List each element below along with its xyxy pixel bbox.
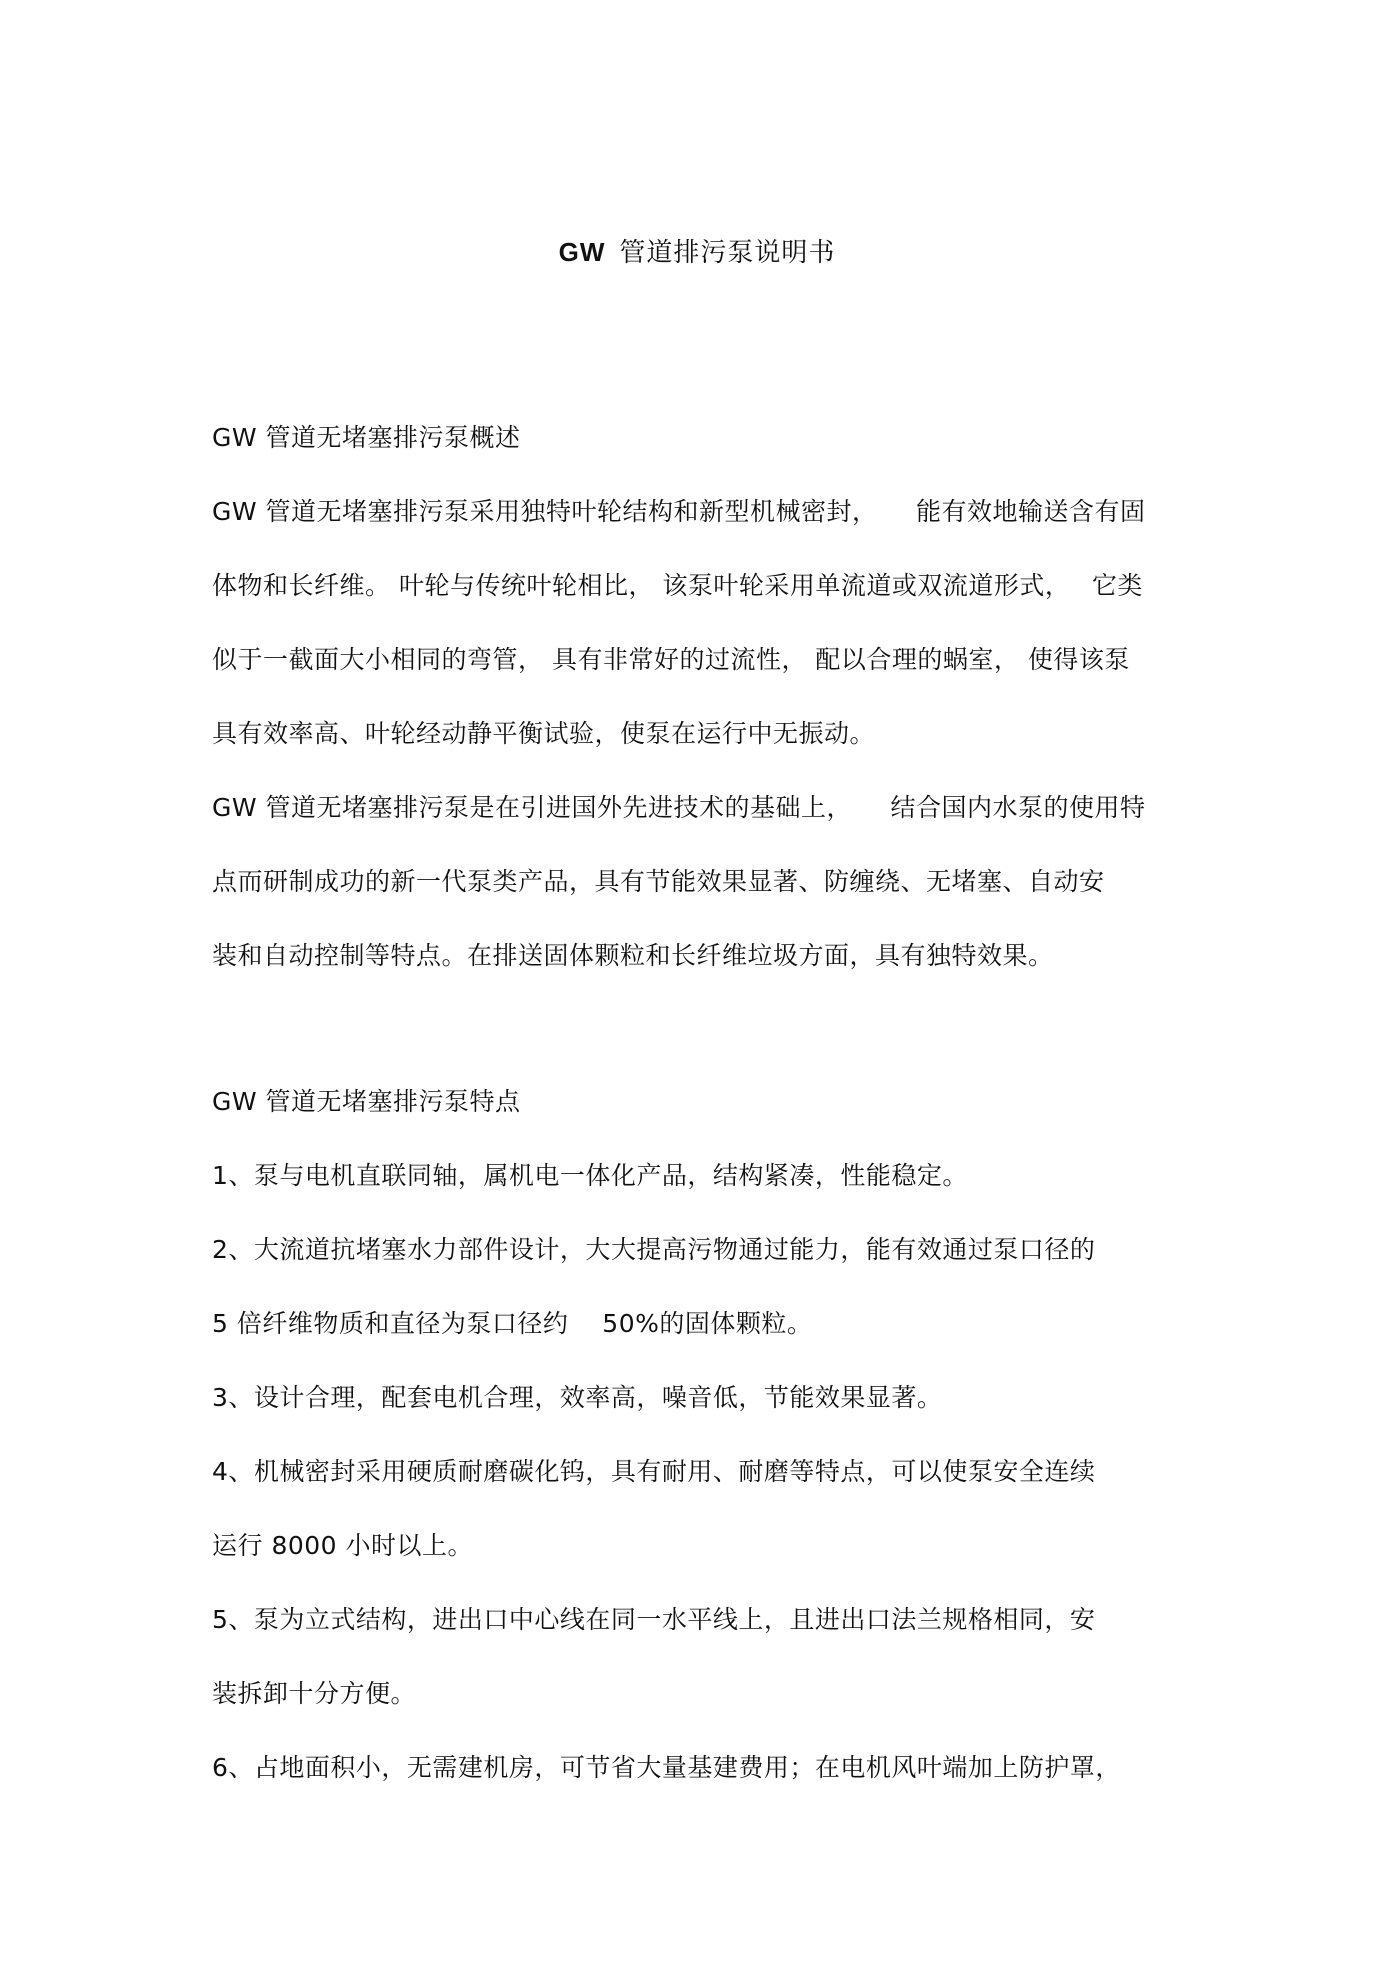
list-item-continuation: 运行 8000 小时以上。 [212, 1531, 474, 1560]
list-item: 5、泵为立式结构，进出口中心线在同一水平线上，且进出口法兰规格相同，安 [212, 1605, 1096, 1634]
document-title [0, 232, 1394, 273]
list-item: 6、占地面积小，无需建机房，可节省大量基建费用；在电机风叶端加上防护罩， [212, 1753, 1121, 1782]
paragraph-line: 具有效率高、叶轮经动静平衡试验，使泵在运行中无振动。 [212, 719, 876, 748]
list-item: 4、机械密封采用硬质耐磨碳化钨，具有耐用、耐磨等特点，可以使泵安全连续 [212, 1457, 1096, 1486]
paragraph-line: 装和自动控制等特点。在排送固体颗粒和长纤维垃圾方面，具有独特效果。 [212, 941, 1054, 970]
section-heading-features: GW 管道无堵塞排污泵特点 [212, 1087, 521, 1116]
list-item: 1、泵与电机直联同轴，属机电一体化产品，结构紧凑，性能稳定。 [212, 1161, 968, 1190]
paragraph-line: GW 管道无堵塞排污泵采用独特叶轮结构和新型机械密封， 能有效地输送含有固 [212, 497, 1146, 526]
list-item: 2、大流道抗堵塞水力部件设计，大大提高污物通过能力，能有效通过泵口径的 [212, 1235, 1096, 1264]
paragraph-line: 点而研制成功的新一代泵类产品，具有节能效果显著、防缠绕、无堵塞、自动安 [212, 867, 1105, 896]
list-item: 3、设计合理，配套电机合理，效率高，噪音低，节能效果显著。 [212, 1383, 943, 1412]
paragraph-line: GW 管道无堵塞排污泵是在引进国外先进技术的基础上， 结合国内水泵的使用特 [212, 793, 1146, 822]
title-text: 管道排污泵说明书 [619, 238, 836, 268]
section-heading-overview: GW 管道无堵塞排污泵概述 [212, 423, 521, 452]
paragraph-line: 似于一截面大小相同的弯管， 具有非常好的过流性， 配以合理的蜗室， 使得该泵 [212, 645, 1130, 674]
list-item-continuation: 装拆卸十分方便。 [212, 1679, 417, 1708]
list-item-continuation: 5 倍纤维物质和直径为泵口径约 50%的固体颗粒。 [212, 1309, 813, 1338]
title-code: GW [558, 237, 606, 267]
paragraph-line: 体物和长纤维。 叶轮与传统叶轮相比， 该泵叶轮采用单流道或双流道形式， 它类 [212, 571, 1143, 600]
